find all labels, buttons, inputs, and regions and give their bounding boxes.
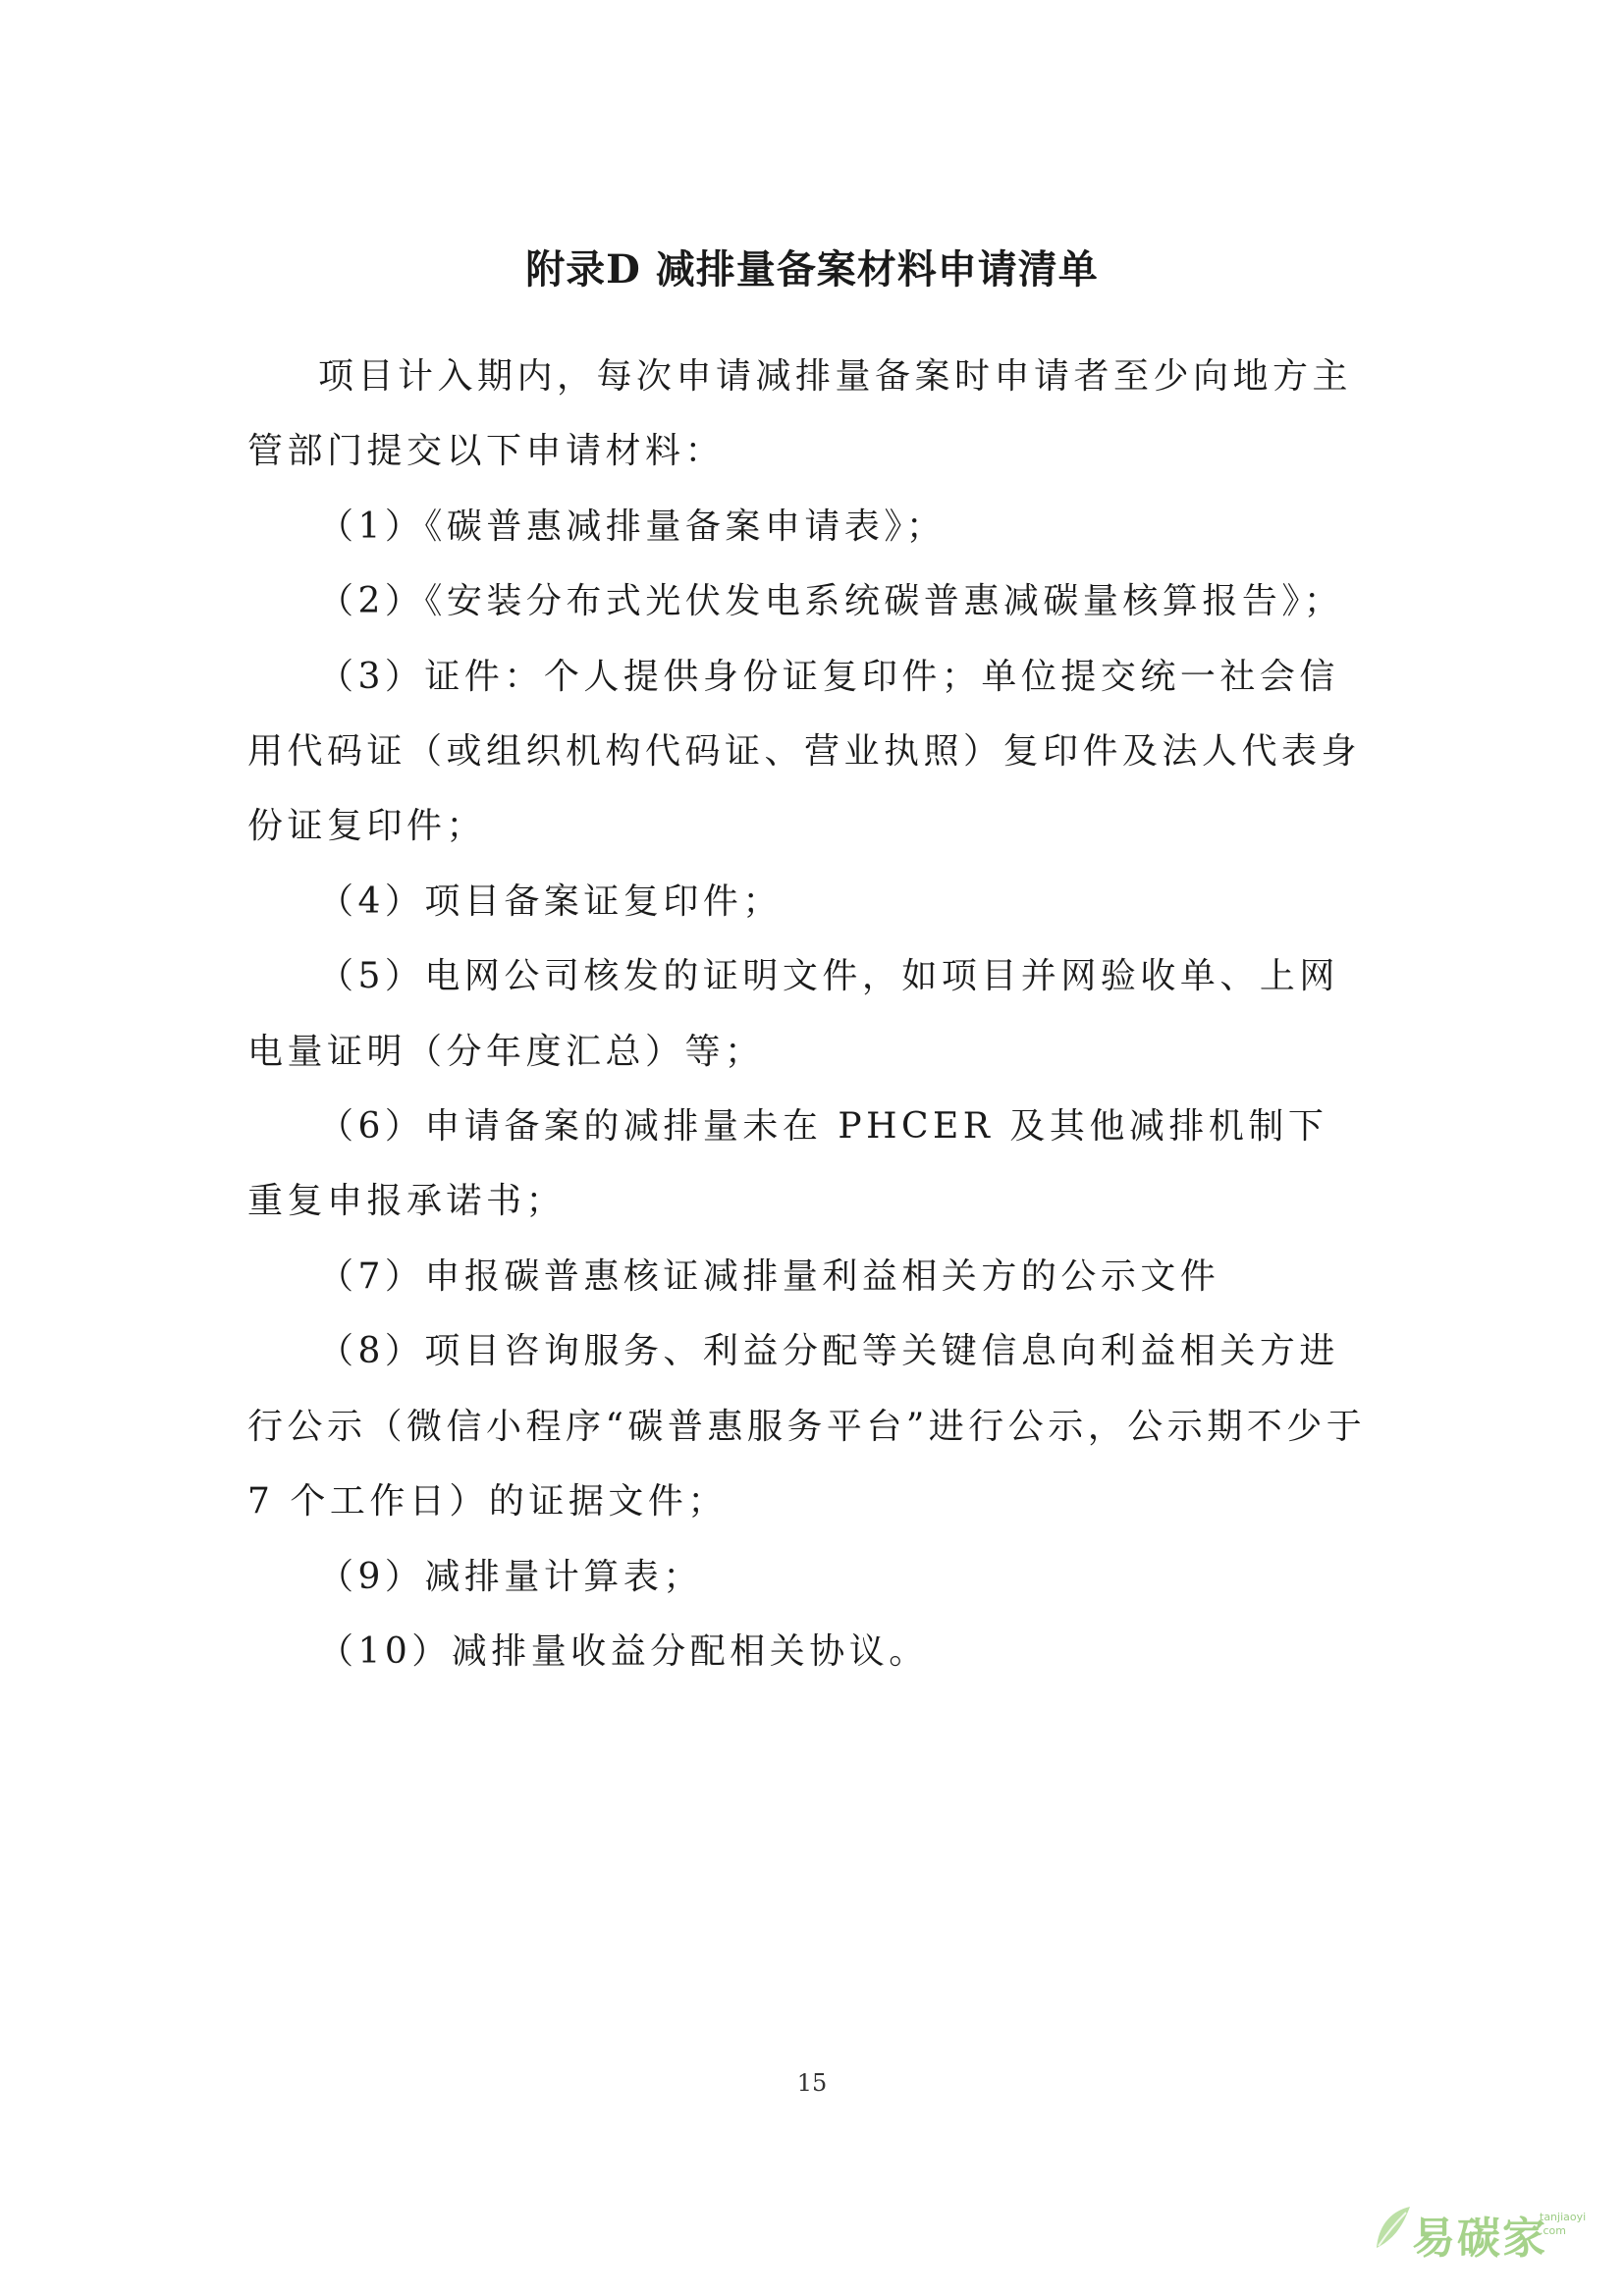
document-body — [247, 340, 1367, 1689]
list-item-7: （7）申报碳普惠核证减排量利益相关方的公示文件 — [318, 1255, 1220, 1297]
watermark-domain-line2: .com — [1540, 2224, 1566, 2237]
list-item-10: （10）减排量收益分配相关协议。 — [318, 1630, 929, 1672]
list-item-3: （3）证件：个人提供身份证复印件；单位提交统一社会信用代码证（或组织机构代码证、营业执照）复印件及法人代表身份证复印件； — [247, 656, 1362, 847]
watermark-text: 易碳家 — [1412, 2214, 1547, 2264]
list-item-4: （4）项目备案证复印件； — [318, 881, 783, 922]
list-item-8: （8）项目咨询服务、利益分配等关键信息向利益相关方进行公示（微信小程序“碳普惠服务平台”进行公示，公示期不少于 7 个工作日）的证据文件； — [247, 1331, 1367, 1522]
list-item-2: （2）《安装分布式光伏发电系统碳普惠减碳量核算报告》； — [318, 581, 1344, 622]
appendix-title: 附录D 减排量备案材料申请清单 — [525, 246, 1099, 293]
list-item-1: （1）《碳普惠减排量备案申请表》； — [318, 506, 947, 547]
watermark-domain — [1540, 2211, 1586, 2238]
leaf-icon — [1369, 2201, 1414, 2256]
list-item-9: （9）减排量计算表； — [318, 1556, 703, 1597]
watermark-domain-line1: tanjiaoyi — [1540, 2211, 1587, 2223]
page-number: 15 — [796, 2069, 828, 2097]
list-item-5: （5）电网公司核发的证明文件，如项目并网验收单、上网电量证明（分年度汇总）等； — [247, 956, 1339, 1072]
intro-paragraph: 项目计入期内，每次申请减排量备案时申请者至少向地方主管部门提交以下申请材料： — [247, 356, 1353, 472]
watermark-logo — [1365, 2191, 1600, 2269]
list-item-6: （6）申请备案的减排量未在 PHCER 及其他减排机制下重复申报承诺书； — [247, 1106, 1328, 1222]
